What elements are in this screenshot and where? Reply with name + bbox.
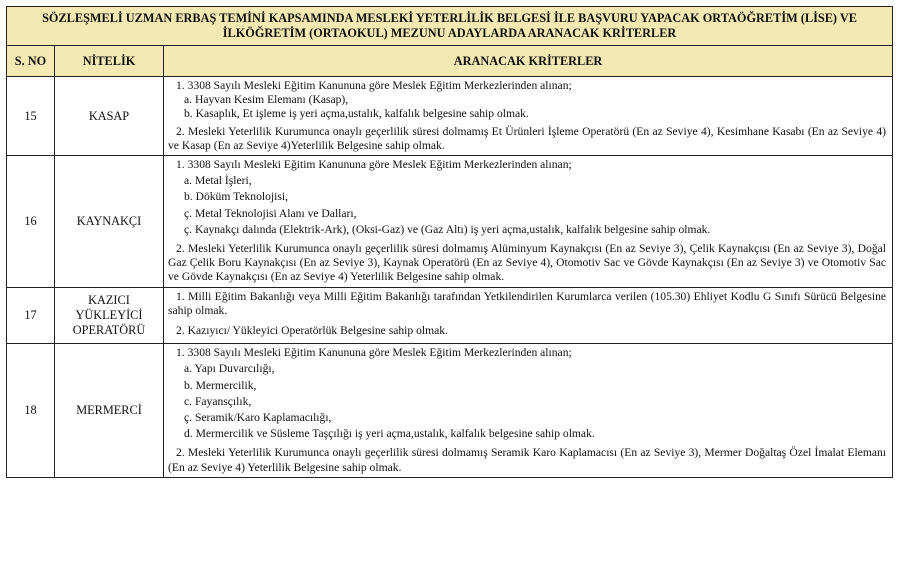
nitelik-line: KAZICI [88, 292, 130, 307]
criteria-line: b. Kasaplık, Et işleme iş yeri açma,ustalık, kalfalık belgesine sahip olmak. [184, 107, 529, 121]
row-nitelik: KASAP [55, 77, 164, 156]
title-row [7, 7, 893, 46]
criteria-paragraph: 2. Mesleki Yeterlilik Kurumunca onaylı geçerlilik süresi dolmamış Et Ürünleri İşleme Operatörü (En az Seviye 4), Kesimhane Kasabı (En az Seviye 4) ve Kasap (En az Seviye 4)Yeterlilik Belgesine sahip olmak. [168, 124, 887, 152]
criteria-line: a. Hayvan Kesim Elemanı (Kasap), [184, 93, 349, 107]
row-criteria [164, 77, 893, 156]
criteria-paragraph: 1. Milli Eğitim Bakanlığı veya Milli Eğitim Bakanlığı tarafından Yetkilendirilen Kurumlarca verilen (105.30) Ehliyet Kodlu G Sınıfı Sürücü Belgesine sahip olmak. [168, 289, 887, 317]
table-row [7, 287, 893, 344]
nitelik-line: YÜKLEYİCİ [75, 307, 143, 322]
table-row [7, 77, 893, 156]
row-criteria [164, 344, 893, 478]
table-row [7, 344, 893, 478]
criteria-line: a. Metal İşleri, [184, 174, 252, 188]
criteria-line: a. Yapı Duvarcılığı, [184, 362, 275, 376]
row-number: 15 [7, 77, 55, 156]
table-title: SÖZLEŞMELİ UZMAN ERBAŞ TEMİNİ KAPSAMINDA MESLEKİ YETERLİLİK BELGESİ İLE BAŞVURU YAPACAK ORTAÖĞRETİM (LİSE) VE İLKÖĞRETİM (ORTAOKUL) MEZUNU ADAYLARDA ARANACAK KRİTERLER [7, 7, 893, 46]
row-nitelik: MERMERCİ [55, 344, 164, 478]
header-no: S. NO [7, 46, 55, 77]
row-criteria [164, 156, 893, 288]
table-row [7, 156, 893, 288]
header-nitelik: NİTELİK [55, 46, 164, 77]
criteria-line: b. Mermercilik, [184, 378, 257, 392]
criteria-line: 1. 3308 Sayılı Mesleki Eğitim Kanununa göre Meslek Eğitim Merkezlerinden alınan; [176, 158, 572, 172]
criteria-line: 1. 3308 Sayılı Mesleki Eğitim Kanununa göre Meslek Eğitim Merkezlerinden alınan; [176, 79, 572, 92]
header-kriterler: ARANACAK KRİTERLER [164, 46, 893, 77]
row-number: 16 [7, 156, 55, 288]
row-nitelik: KAYNAKÇI [55, 156, 164, 288]
criteria-line: d. Mermercilik ve Süsleme Taşçılığı iş yeri açma,ustalık, kalfalık belgesine sahip olmak. [184, 427, 595, 441]
criteria-line: b. Döküm Teknolojisi, [184, 190, 288, 204]
row-number: 17 [7, 287, 55, 344]
criteria-line: 1. 3308 Sayılı Mesleki Eğitim Kanununa göre Meslek Eğitim Merkezlerinden alınan; [176, 346, 572, 360]
criteria-paragraph: 2. Kazıyıcı/ Yükleyici Operatörlük Belgesine sahip olmak. [176, 324, 448, 338]
row-criteria [164, 287, 893, 344]
criteria-paragraph: 2. Mesleki Yeterlilik Kurumunca onaylı geçerlilik süresi dolmamış Seramik Karo Kaplamacısı (En az Seviye 3), Mermer Doğaltaş Özel İmalat Elemanı (En az Seviye 4) Yeterlilik Belgesine sahip olmak. [168, 446, 887, 474]
header-row [7, 46, 893, 77]
criteria-paragraph: 2. Mesleki Yeterlilik Kurumunca onaylı geçerlilik süresi dolmamış Alüminyum Kaynakçısı (En az Seviye 3), Çelik Kaynakçısı (En az Seviye 3), Doğal Gaz Çelik Boru Kaynakçısı (En az Seviye 3), Kaynak Operatörü (En az Seviye 4), Otomotiv Sac ve Gövde Kaynakçısı (En az Seviye 3) ve Otomotiv Sac ve Gövde Kaynakçısı (En az Seviye 4) Yeterlilik Belgesine sahip olmak. [168, 242, 887, 284]
criteria-line: ç. Kaynakçı dalında (Elektrik-Ark), (Oksi-Gaz) ve (Gaz Altı) iş yeri açma,ustalık, kalfalık belgesine sahip olmak. [184, 222, 711, 236]
criteria-line: ç. Metal Teknolojisi Alanı ve Dalları, [184, 206, 357, 220]
criteria-line: ç. Seramik/Karo Kaplamacılığı, [184, 411, 332, 425]
row-nitelik [55, 287, 164, 344]
criteria-line: c. Fayansçılık, [184, 394, 252, 408]
document-page [6, 6, 892, 478]
criteria-table [6, 6, 893, 478]
row-number: 18 [7, 344, 55, 478]
nitelik-line: OPERATÖRÜ [72, 322, 146, 337]
